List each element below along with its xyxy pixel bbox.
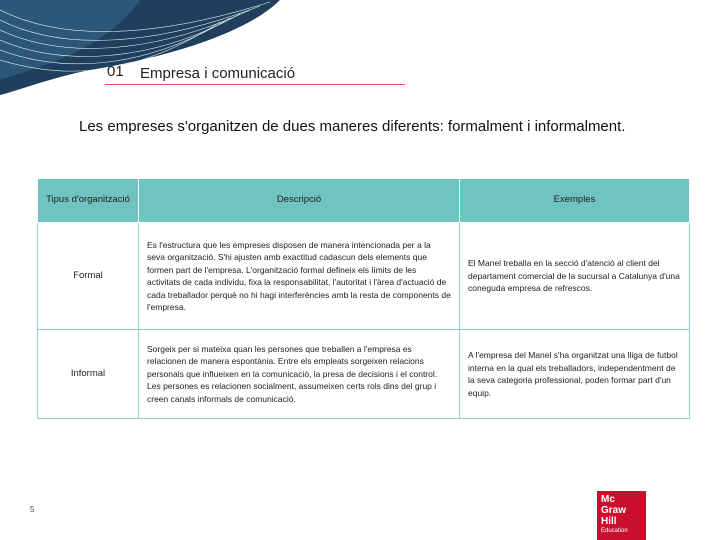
column-header-description: Descripció: [139, 179, 460, 223]
description-cell: Sorgeix per si mateixa quan les persones que treballen a l'empresa es relacionen de manera espontània. Entre els empleats sorgeixen relacions personals que influeixen en la comunicació, la presa de decisions i el control. Les persones es relacionen socialment, assumeixen certs rols dins del grup i creen canals informals de comunicació.: [139, 330, 460, 419]
example-cell: A l'empresa del Manel s'ha organitzat una lliga de futbol interna en la qual els treballadors, independentment de la seva categoria professional, poden formar part d'un equip.: [460, 330, 690, 419]
column-header-examples: Exemples: [460, 179, 690, 223]
type-cell: Informal: [38, 330, 139, 419]
organization-types-table: [37, 178, 690, 419]
type-cell: Formal: [38, 223, 139, 330]
page-number: 5: [30, 505, 35, 514]
column-header-type: Tipus d'organització: [38, 179, 139, 223]
table-header-row: [38, 179, 690, 223]
description-cell: Es l'estructura que les empreses disposen de manera intencionada per a la seva organització. S'hi ajusten amb exactitud cadascun dels elements que formen part de l'empresa. L'organització formal defineix els límits de les activitats de cada individu, fixa la responsabilitat, l'autoritat i l'àrea d'actuació de cada treballador perquè no hi hagi interferències amb la resta de components de l'empresa.: [139, 223, 460, 330]
example-cell: El Manel treballa en la secció d'atenció al client del departament comercial de la sucursal a Catalunya d'una coneguda empresa de refrescos.: [460, 223, 690, 330]
chapter-number: 01: [107, 63, 124, 80]
chapter-title: Empresa i comunicació: [140, 65, 296, 82]
intro-paragraph: Les empreses s'organitzen de dues maneres diferents: formalment i informalment.: [79, 118, 626, 135]
slide-header: [105, 60, 405, 85]
mcgraw-hill-logo: Mc Graw Hill Education: [597, 491, 646, 540]
table-row: [38, 223, 690, 330]
decorative-corner-art: [0, 0, 280, 100]
table-row: [38, 330, 690, 419]
